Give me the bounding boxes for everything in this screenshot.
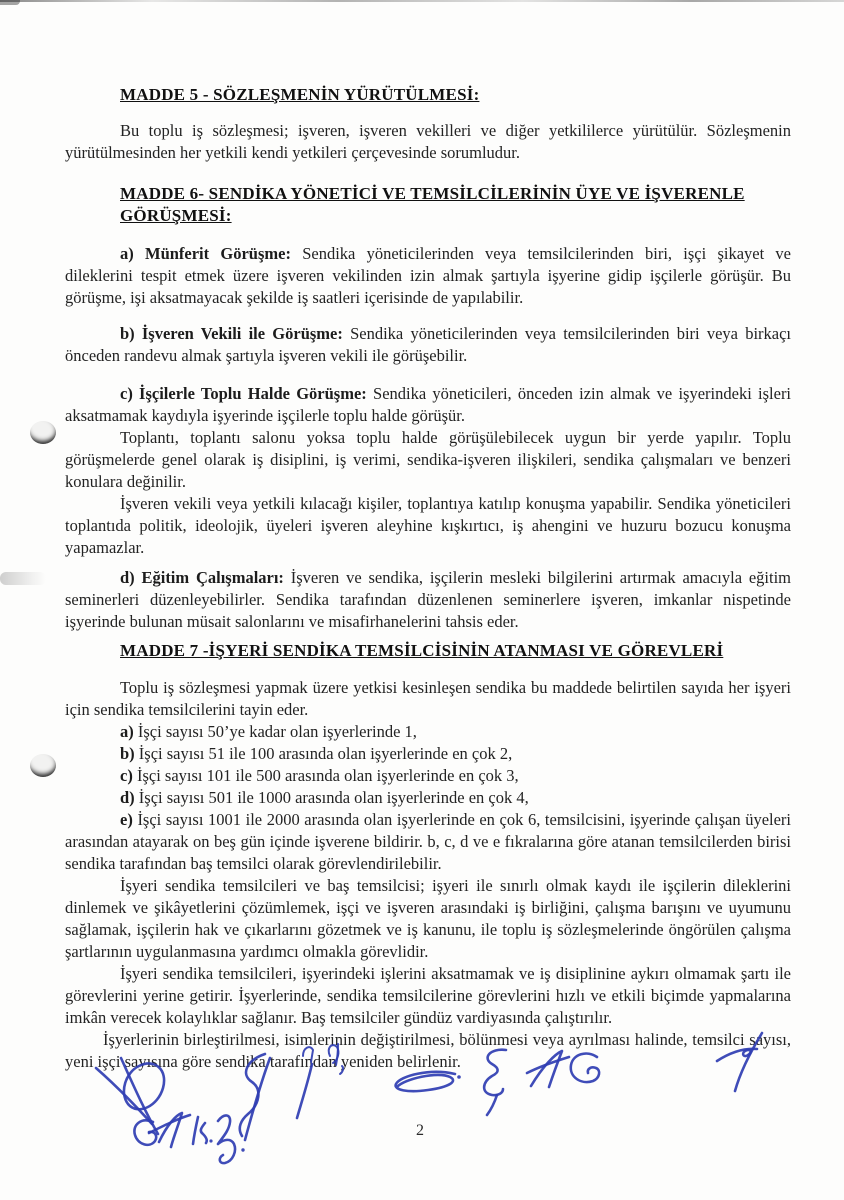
scan-corner-artifact xyxy=(0,0,20,5)
madde6-item-d-lead: d) Eğitim Çalışmaları: xyxy=(120,568,284,587)
madde7-paragraph-kolaylik: İşyeri sendika temsilcileri, işyerindeki işlerini aksatmamak ve iş disiplinine aykırı olmamak şartı ile görevlerini yerine getirir. İşyerlerinde, sendika temsilcilerine görevlerini hızlı ve etkili biçimde yapmalarına imkân verecek kolaylıklar sağlanır. Baş temsilciler gündüz vardiyasında çalıştırılır. xyxy=(65,964,791,1027)
madde6-heading-line2: GÖRÜŞMESİ: xyxy=(120,206,232,225)
signature-s-flourish xyxy=(396,1072,461,1091)
document-body xyxy=(65,84,791,1073)
madde7-list-item-c xyxy=(65,765,791,787)
madde7-item-d-lead: d) xyxy=(120,788,135,807)
hole-punch-mark-2 xyxy=(30,754,56,777)
signature-nd-slash xyxy=(297,1044,343,1118)
madde7-paragraph-gorev: İşyeri sendika temsilcileri ve baş temsilcisi; işyeri ile sınırlı olmak kaydı ile işçilerin dileklerini dinlemek ve şikâyetlerini çözümlemek, işçi ve işveren arasındaki iş birliğini, çalışma barışını ve uyumunu sağlamak, işçilerin hak ve çıkarlarını gözetmek ve iş kanunu, ile toplu iş sözleşmelerinde öngörülen çalışma şartlarının uygulanmasına yardımcı olmakla görevlidir. xyxy=(65,876,791,961)
madde7-paragraph-birlesme: İşyerlerinin birleştirilmesi, isimlerinin değiştirilmesi, bölünmesi veya ayrılması halinde, temsilci sayısı, yeni işçi sayısına göre sendika tarafından yeniden belirlenir. xyxy=(65,1030,791,1071)
madde7-item-c-text: İşçi sayısı 101 ile 500 arasında olan işyerlerinde en çok 3, xyxy=(136,766,519,785)
madde7-item-e-lead: e) xyxy=(120,810,133,829)
madde5-heading: MADDE 5 - SÖZLEŞMENİN YÜRÜTÜLMESİ: xyxy=(120,85,480,104)
signature-cross xyxy=(717,1033,762,1091)
madde7-heading: MADDE 7 -İŞYERİ SENDİKA TEMSİLCİSİNİN ATANMASI VE GÖREVLERİ xyxy=(120,641,724,660)
madde6-item-b-text: Sendika yöneticilerinden veya temsilcilerinden biri veya birkaçı önceden randevu almak şartıyla işveren vekili ile görüşebilir. xyxy=(65,324,792,365)
madde6-item-a xyxy=(65,243,791,309)
madde5-paragraph: Bu toplu iş sözleşmesi; işveren, işveren vekilleri ve diğer yetkililerce yürütülür. Sözleşmenin yürütülmesinden her yetkili kendi yetkileri çerçevesinde sorumludur. xyxy=(65,121,791,162)
hole-punch-mark-1 xyxy=(30,421,56,444)
page-number: 2 xyxy=(416,1122,424,1139)
madde6-item-c-text: Sendika yöneticileri, önceden izin almak ve işyerindeki işleri aksatmamak kaydıyla işyerinde işçilerle toplu halde görüşür. xyxy=(65,384,792,425)
madde6-item-a-text: Sendika yöneticilerinden veya temsilcilerinden biri, işçi şikayet ve dileklerini tespit etmek üzere işveren vekilinden izin almak şartıyla işyerine gidip işçilerle görüşür. Bu görüşme, işi aksatmayacak şekilde iş saatleri içerisinde de yapılabilir. xyxy=(65,244,791,307)
scan-smudge-artifact xyxy=(0,572,46,585)
signature-ag xyxy=(527,1051,599,1087)
madde7-intro: Toplu iş sözleşmesi yapmak üzere yetkisi kesinleşen sendika bu maddede belirtilen sayıda her işyeri için sendika temsilcilerini tayin eder. xyxy=(65,678,791,719)
madde7-item-a-text: İşçi sayısı 50’ye kadar olan işyerlerinde 1, xyxy=(137,722,417,741)
signature-ga-kh xyxy=(134,1113,244,1163)
madde6-heading-line1: MADDE 6- SENDİKA YÖNETİCİ VE TEMSİLCİLERİNİN ÜYE VE İŞVERENLE xyxy=(120,184,745,203)
scan-edge-artifact-top xyxy=(0,0,844,2)
madde7-item-d-text: İşçi sayısı 501 ile 1000 arasında olan işyerlerinde en çok 4, xyxy=(138,788,529,807)
madde7-item-c-lead: c) xyxy=(120,766,133,785)
madde6-paragraph-isveren-vekili: İşveren vekili veya yetkili kılacağı kişiler, toplantıya katılıp konuşma yapabilir. Sendika yöneticileri toplantıda politik, ideolojik, üyeleri işveren aleyhine kışkırtıcı, iş ahengini ve huzuru bozucu konuşma yapamazlar. xyxy=(65,494,791,557)
signature-epsilon xyxy=(484,1050,506,1115)
madde6-item-d xyxy=(65,567,791,633)
madde7-item-a-lead: a) xyxy=(120,722,134,741)
madde7-list-item-a xyxy=(65,721,791,743)
signatures-overlay xyxy=(0,1020,844,1200)
madde6-item-d-text: İşveren ve sendika, işçilerin mesleki bilgilerini artırmak amacıyla eğitim seminerleri düzenleyebilirler. Sendika tarafından düzenlenen seminerlere işveren, imkanlar nispetinde işyerinde bulunan müsait salonlarını ve misafirhanelerini tahsis eder. xyxy=(65,568,791,631)
madde6-heading xyxy=(120,183,791,227)
madde6-item-b xyxy=(65,323,791,367)
madde7-item-e xyxy=(65,809,791,875)
madde6-item-a-lead: a) Münferit Görüşme: xyxy=(120,244,291,263)
madde7-list-item-b xyxy=(65,743,791,765)
madde6-item-c-lead: c) İşçilerle Toplu Halde Görüşme: xyxy=(120,384,367,403)
madde6-item-b-lead: b) İşveren Vekili ile Görüşme: xyxy=(120,324,343,343)
madde7-list-item-d xyxy=(65,787,791,809)
signature-double-s xyxy=(240,1054,270,1140)
madde6-item-c xyxy=(65,383,791,427)
madde7-item-b-text: İşçi sayısı 51 ile 100 arasında olan işyerlerinde en çok 2, xyxy=(138,744,513,763)
madde7-item-b-lead: b) xyxy=(120,744,135,763)
madde7-item-e-text: İşçi sayısı 1001 ile 2000 arasında olan işyerlerinde en çok 6, temsilcisini, işyerinde çalışan üyeleri arasından atayarak on beş gün içinde işverene bildirir. b, c, d ve e fıkralarına göre atanan temsilcilerden birisi sendika tarafından baş temsilci olarak görevlendirilebilir. xyxy=(65,810,792,873)
madde6-paragraph-toplanti: Toplantı, toplantı salonu yoksa toplu halde görüşülebilecek uygun bir yerde yapılır. Toplu görüşmelerde genel olarak iş disiplini, iş verimi, sendika-işveren ilişkileri, sendika çalışmaları ve benzeri konulara değinilir. xyxy=(65,428,791,491)
